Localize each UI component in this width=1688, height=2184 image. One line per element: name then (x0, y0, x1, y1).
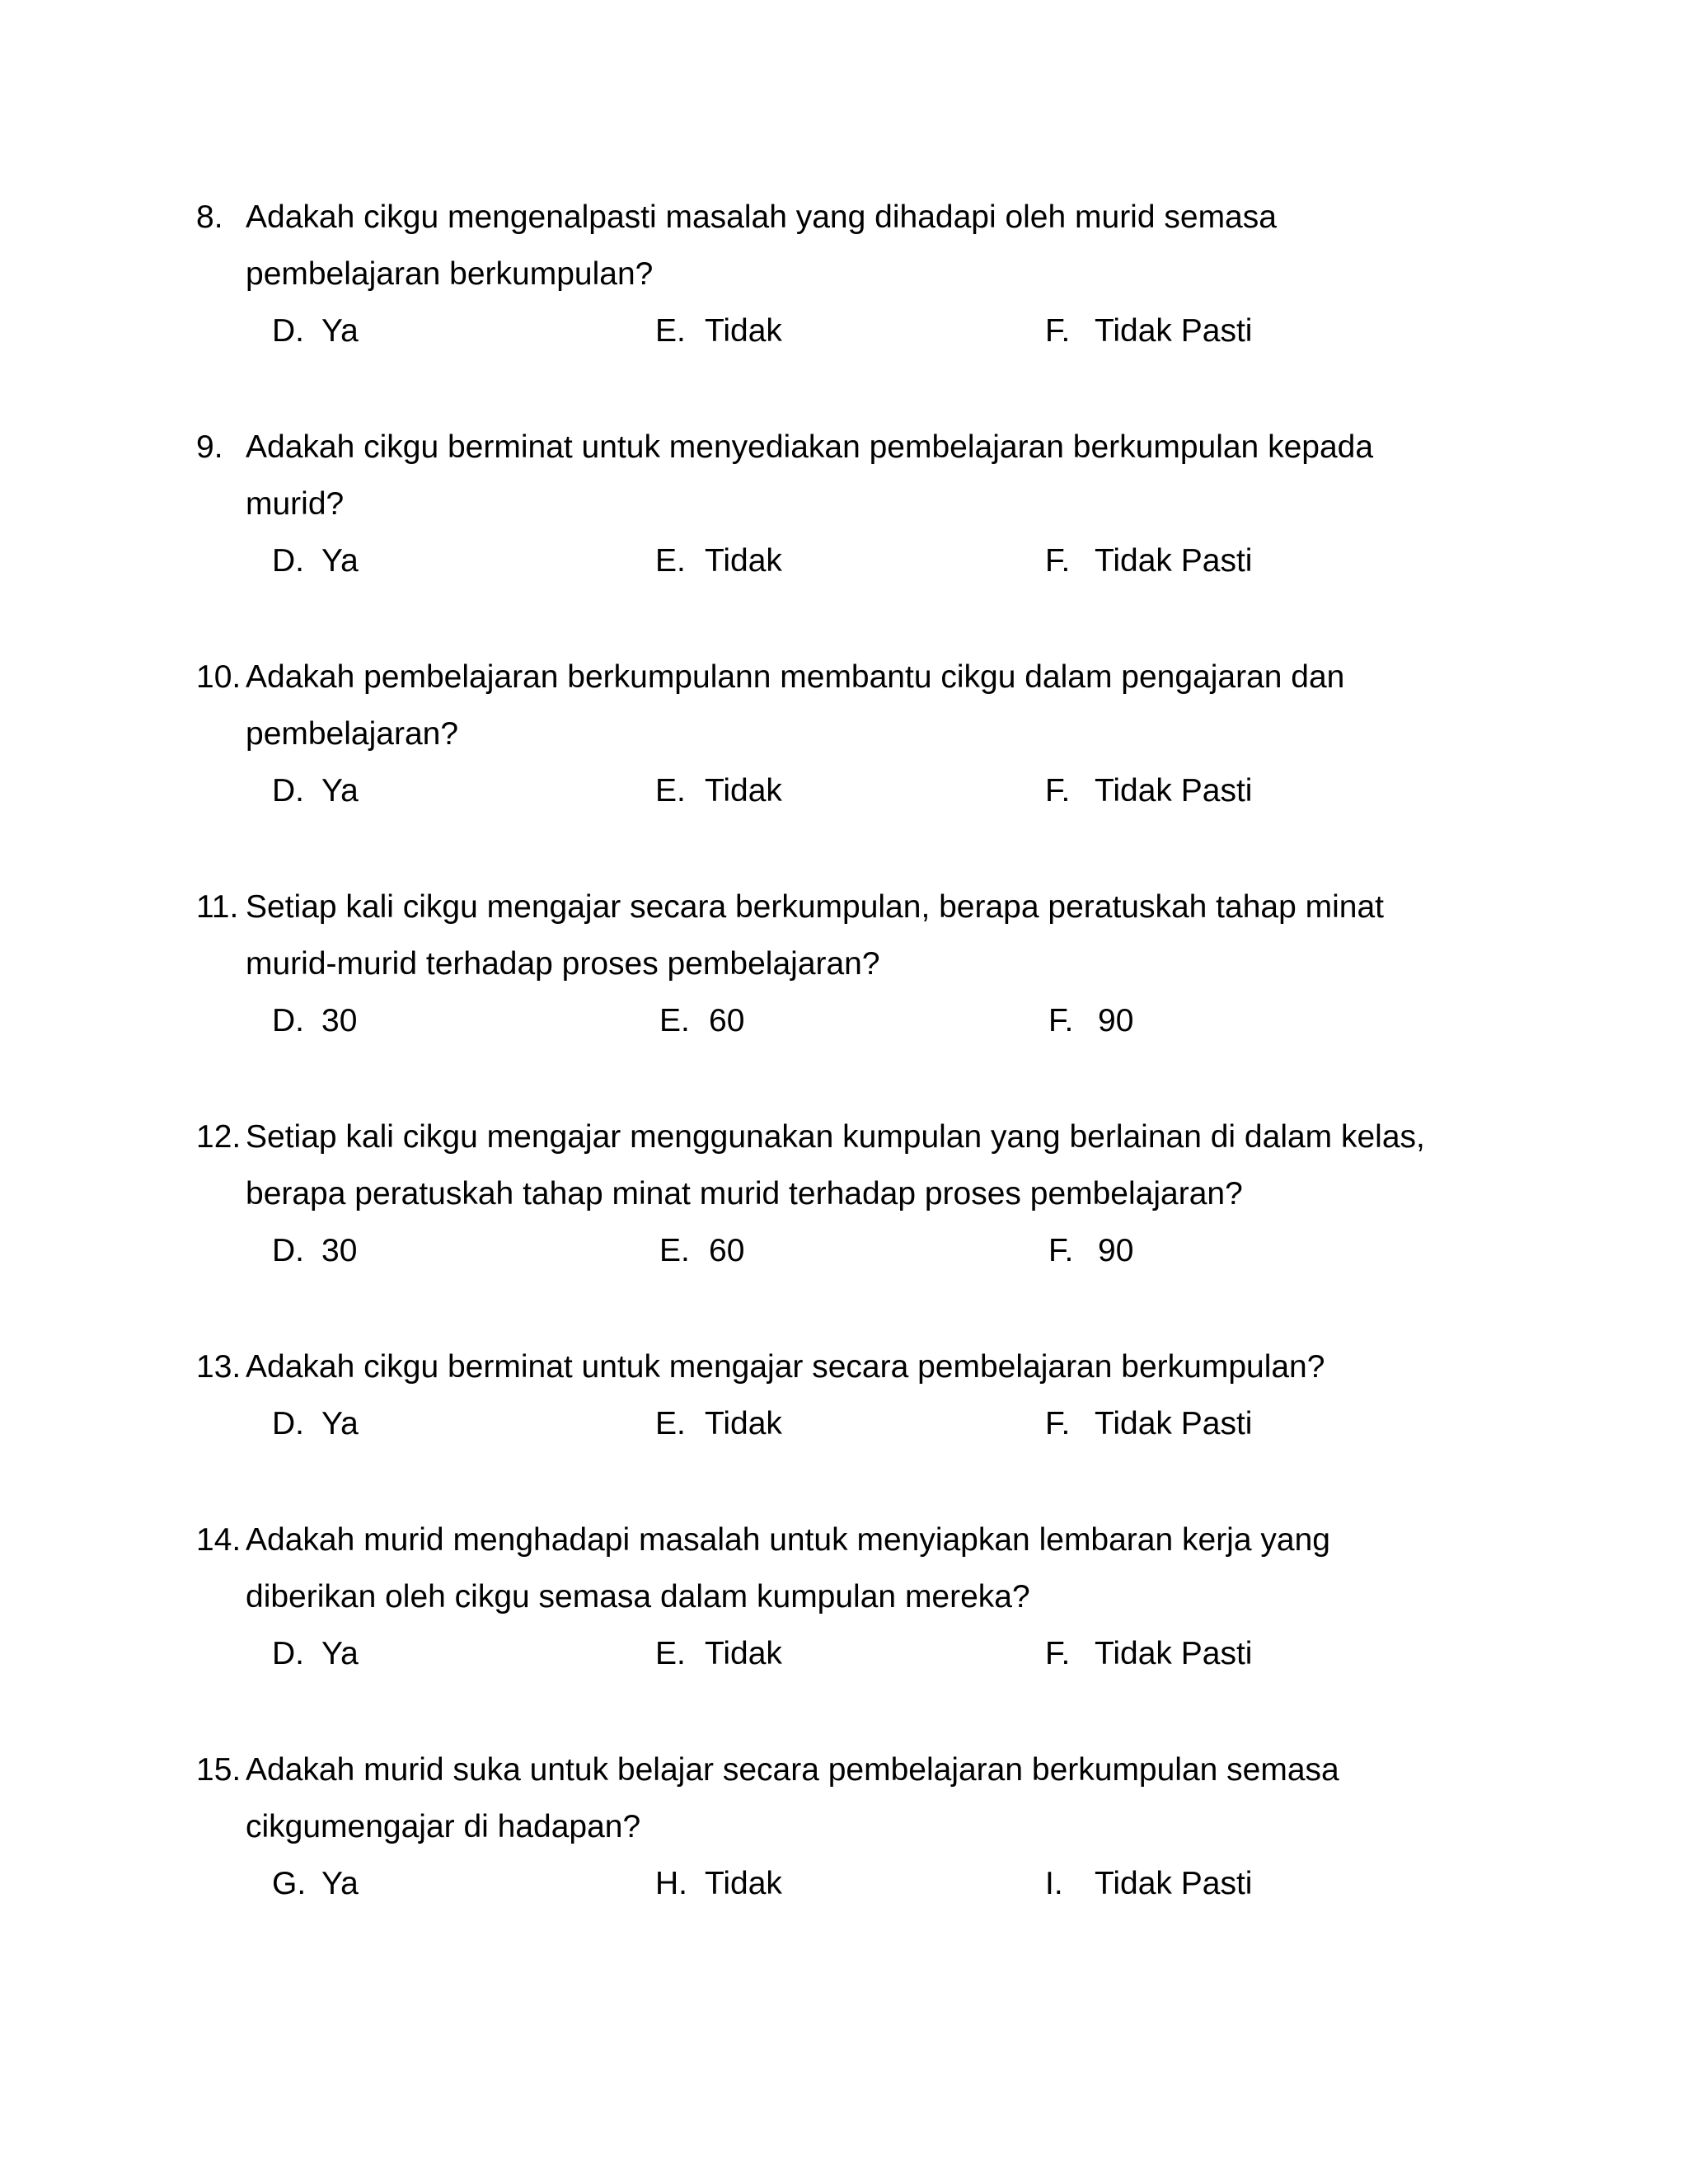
option-2 (655, 1865, 782, 1903)
option-text: Ya (321, 1636, 359, 1671)
option-letter: F. (1045, 773, 1071, 808)
option-letter: D. (272, 543, 304, 579)
option-1 (272, 312, 359, 350)
option-letter: E. (655, 1636, 686, 1671)
option-3 (1045, 1635, 1252, 1673)
option-text: Ya (321, 1406, 359, 1441)
option-text: Tidak (705, 773, 782, 808)
option-3 (1045, 542, 1252, 580)
option-letter: E. (659, 1233, 690, 1268)
option-text: Tidak (705, 543, 782, 579)
option-2 (655, 1405, 782, 1443)
question-text: Setiap kali cikgu mengajar secara berkumpulan, berapa peratuskah tahap minat (246, 889, 1384, 925)
option-letter: I. (1045, 1866, 1063, 1901)
question-number: 15. (196, 1752, 241, 1788)
option-text: Ya (321, 773, 359, 808)
option-2 (659, 1232, 744, 1270)
option-letter: F. (1048, 1003, 1074, 1038)
option-letter: D. (272, 1636, 304, 1671)
option-text: Tidak Pasti (1095, 1406, 1253, 1441)
question-number: 9. (196, 429, 223, 465)
option-2 (659, 1002, 744, 1040)
option-1 (272, 1865, 359, 1903)
option-1 (272, 1002, 357, 1040)
question-number: 8. (196, 199, 223, 235)
option-text: Tidak (705, 313, 782, 349)
option-1 (272, 1405, 359, 1443)
question-number: 10. (196, 659, 241, 695)
question-text-continued: diberikan oleh cikgu semasa dalam kumpulan mereka? (246, 1579, 1030, 1615)
option-2 (655, 542, 782, 580)
option-letter: D. (272, 1233, 304, 1268)
question-text-continued: pembelajaran berkumpulan? (246, 256, 654, 292)
question-text: Adakah cikgu berminat untuk menyediakan pembelajaran berkumpulan kepada (246, 429, 1374, 465)
option-3 (1048, 1232, 1133, 1270)
option-text: Tidak Pasti (1095, 1636, 1253, 1671)
option-text: 60 (709, 1003, 745, 1038)
option-letter: E. (655, 773, 686, 808)
option-letter: F. (1045, 1636, 1071, 1671)
option-text: 90 (1098, 1233, 1134, 1268)
option-letter: E. (659, 1003, 690, 1038)
option-1 (272, 772, 359, 810)
option-text: Tidak (705, 1636, 782, 1671)
option-letter: F. (1045, 1406, 1071, 1441)
option-2 (655, 772, 782, 810)
option-text: Ya (321, 543, 359, 579)
option-letter: D. (272, 773, 304, 808)
question-text: Setiap kali cikgu mengajar menggunakan kumpulan yang berlainan di dalam kelas, (246, 1119, 1425, 1155)
option-text: Tidak (705, 1406, 782, 1441)
option-letter: F. (1045, 543, 1071, 579)
option-letter: F. (1045, 313, 1071, 349)
question-text: Adakah cikgu berminat untuk mengajar secara pembelajaran berkumpulan? (246, 1349, 1325, 1385)
option-2 (655, 1635, 782, 1673)
option-3 (1045, 1865, 1252, 1903)
option-text: 90 (1098, 1003, 1134, 1038)
option-text: Tidak Pasti (1095, 313, 1253, 349)
option-text: Ya (321, 313, 359, 349)
option-letter: G. (272, 1866, 307, 1901)
question-number: 14. (196, 1522, 241, 1558)
question-text-continued: berapa peratuskah tahap minat murid terhadap proses pembelajaran? (246, 1176, 1243, 1212)
option-letter: D. (272, 1003, 304, 1038)
option-text: 60 (709, 1233, 745, 1268)
option-letter: F. (1048, 1233, 1074, 1268)
question-text: Adakah pembelajaran berkumpulann membantu cikgu dalam pengajaran dan (246, 659, 1345, 695)
question-text: Adakah cikgu mengenalpasti masalah yang dihadapi oleh murid semasa (246, 199, 1277, 235)
question-text-continued: cikgumengajar di hadapan? (246, 1809, 641, 1844)
question-text-continued: murid? (246, 486, 345, 522)
option-text: Tidak (705, 1866, 782, 1901)
option-letter: E. (655, 1406, 686, 1441)
option-text: Ya (321, 1866, 359, 1901)
option-1 (272, 542, 359, 580)
question-text: Adakah murid menghadapi masalah untuk menyiapkan lembaran kerja yang (246, 1522, 1330, 1558)
question-text-continued: pembelajaran? (246, 716, 459, 752)
question-number: 11. (196, 889, 239, 925)
option-1 (272, 1232, 357, 1270)
question-text-continued: murid-murid terhadap proses pembelajaran? (246, 946, 880, 982)
option-1 (272, 1635, 359, 1673)
option-3 (1045, 772, 1252, 810)
option-3 (1045, 1405, 1252, 1443)
option-text: 30 (321, 1003, 358, 1038)
option-2 (655, 312, 782, 350)
option-3 (1048, 1002, 1133, 1040)
option-letter: E. (655, 543, 686, 579)
question-number: 12. (196, 1119, 241, 1155)
question-text: Adakah murid suka untuk belajar secara pembelajaran berkumpulan semasa (246, 1752, 1339, 1788)
option-letter: D. (272, 313, 304, 349)
option-letter: D. (272, 1406, 304, 1441)
option-text: Tidak Pasti (1095, 543, 1253, 579)
option-3 (1045, 312, 1252, 350)
option-letter: E. (655, 313, 686, 349)
option-text: 30 (321, 1233, 358, 1268)
option-text: Tidak Pasti (1095, 773, 1253, 808)
option-letter: H. (655, 1866, 687, 1901)
option-text: Tidak Pasti (1095, 1866, 1253, 1901)
question-number: 13. (196, 1349, 241, 1385)
